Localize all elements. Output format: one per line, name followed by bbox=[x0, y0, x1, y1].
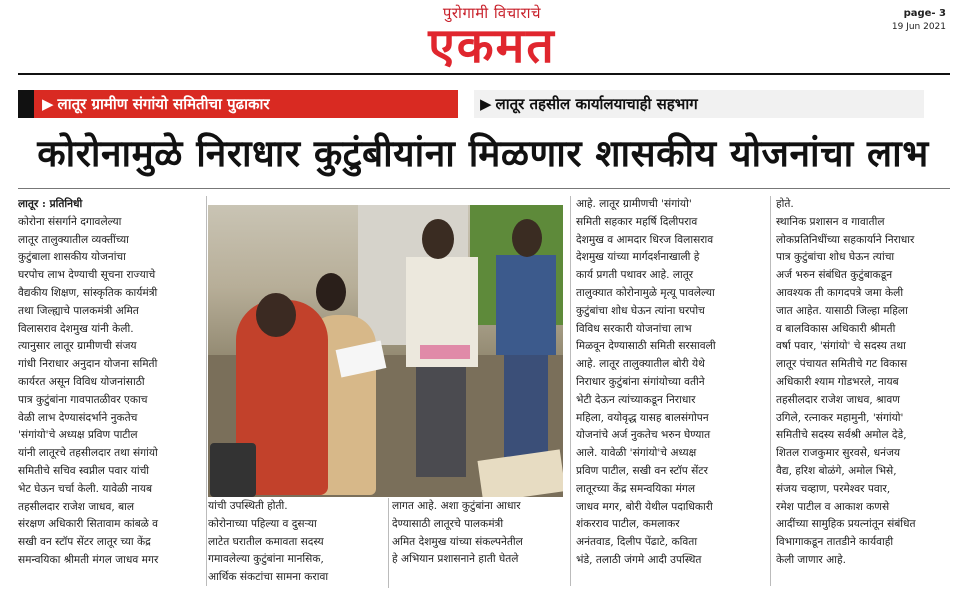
article-line: देशमुख यांच्या मार्गदर्शनाखाली हे bbox=[576, 251, 700, 264]
article-line: तालुक्यात कोरोनामुळे मृत्यू पावलेल्या bbox=[576, 286, 715, 299]
article-line: संरक्षण अधिकारी सितावाम कांबळे व bbox=[18, 518, 159, 531]
article-line: शंकरराव पाटील, कमलाकर bbox=[576, 518, 680, 531]
article-line: लातूर पंचायत समितीचे गट विकास bbox=[776, 358, 908, 371]
kicker-left-text: लातूर ग्रामीण संगांयो समितीचा पुढाकार bbox=[57, 95, 270, 113]
article-line: देण्यासाठी लातूरचे पालकमंत्री bbox=[392, 517, 504, 530]
article-line: देशमुख व आमदार धिरज विलासराव bbox=[576, 233, 714, 246]
article-line: होते. bbox=[776, 198, 794, 210]
article-line: संजय चव्हाण, परमेश्वर पवार, bbox=[776, 482, 891, 495]
column-divider bbox=[206, 196, 207, 586]
article-line: समन्वयिका श्रीमती मंगल जाधव मगर bbox=[18, 553, 159, 566]
article-line: लातूर तालुक्यातील व्यक्तींच्या bbox=[18, 233, 129, 246]
article-line: समितीचे सदस्य सर्वश्री अमोल देडे, bbox=[776, 429, 907, 442]
kicker-right bbox=[474, 90, 924, 118]
article-column-2 bbox=[208, 498, 384, 590]
article-line: आहे. लातूर ग्रामीणची 'संगांयो' bbox=[576, 198, 692, 210]
article-line: कार्य प्रगती पथावर आहे. लातूर bbox=[576, 269, 694, 282]
article-line: आहे. लातूर तालुक्यातील बोरी येथे bbox=[576, 358, 705, 371]
column-2-text bbox=[208, 498, 384, 587]
article-line: महिला, वयोवृद्ध यासह बालसंगोपन bbox=[576, 411, 709, 424]
article-line: भंडे, तलाठी जंगमे आदी उपस्थित bbox=[576, 553, 702, 566]
column-1-text bbox=[18, 214, 202, 570]
article-line: 'संगांयो'चे अध्यक्ष प्रविण पाटील bbox=[18, 429, 138, 442]
column-5-text bbox=[776, 196, 952, 570]
article-column-5 bbox=[776, 196, 952, 588]
article-line: शितल राजकुमार सुरवसे, धनंजय bbox=[776, 447, 901, 460]
article-line: समितीचे सचिव स्वप्नील पवार यांची bbox=[18, 464, 150, 477]
column-divider bbox=[570, 196, 571, 586]
article-line: घरपोच लाभ देण्याची सूचना राज्याचे bbox=[18, 269, 156, 282]
article-line: अधिकारी श्याम गोडभरले, नायब bbox=[776, 375, 899, 388]
article-line: गमावलेल्या कुटुंबांना मानसिक, bbox=[208, 553, 324, 566]
article-line: प्रविण पाटील, सखी वन स्टॉप सेंटर bbox=[576, 464, 708, 477]
column-divider bbox=[770, 196, 771, 586]
article-line: जात आहेत. यासाठी जिल्हा महिला bbox=[776, 304, 908, 317]
kicker-left bbox=[34, 90, 458, 118]
article-line: पात्र कुटुंबांना गावपातळीवर एकाच bbox=[18, 393, 148, 406]
top-rule bbox=[18, 73, 950, 75]
masthead-logo: एकमत bbox=[428, 18, 556, 74]
article-line: विभागाकडून तातडीने कार्यवाही bbox=[776, 536, 894, 549]
news-photo bbox=[208, 205, 563, 497]
article-line: अर्ज भरुन संबंधित कुटुंबाकडून bbox=[776, 269, 893, 282]
column-4-text bbox=[576, 196, 758, 570]
article-line: तथा जिल्ह्याचे पालकमंत्री अमित bbox=[18, 304, 139, 317]
byline: लातूर : प्रतिनिधी bbox=[18, 198, 83, 210]
article-column-4 bbox=[576, 196, 758, 588]
triangle-icon: ▶ bbox=[42, 95, 54, 113]
article-line: सखी वन स्टॉप सेंटर लातूर च्या केंद्र bbox=[18, 536, 151, 549]
article-column-3 bbox=[392, 498, 564, 590]
page-number: page- 3 bbox=[903, 8, 946, 19]
article-line: उगिले, रत्नाकर महामुनी, 'संगांयो' bbox=[776, 411, 904, 424]
article-line: समिती सहकार महर्षि दिलीपराव bbox=[576, 215, 698, 228]
article-line: लागत आहे. अशा कुटुंबांना आधार bbox=[392, 500, 521, 512]
article-line: योजनांचे अर्ज नुकतेच भरुन घेण्यात bbox=[576, 429, 711, 442]
headline: कोरोनामुळे निराधार कुटुंबीयांना मिळणार शासकीय योजनांचा लाभ bbox=[37, 132, 929, 175]
article-line: तहसीलदार राजेश जाधव, श्रावण bbox=[776, 393, 900, 406]
kicker-right-text: लातूर तहसील कार्यालयाचाही सहभाग bbox=[495, 95, 698, 113]
article-line: आदींच्या सामुहिक प्रयत्नांतून संबंधित bbox=[776, 518, 916, 531]
article-line: वर्षा पवार, 'संगांयो' चे सदस्य तथा bbox=[776, 340, 906, 353]
article-line: जाधव मगर, बोरी येथील पदाधिकारी bbox=[576, 500, 713, 513]
article-line: त्यानुसार लातूर ग्रामीणची संजय bbox=[18, 340, 137, 353]
article-line: विलासराव देशमुख यांनी केली. bbox=[18, 322, 134, 335]
column-3-text bbox=[392, 498, 564, 569]
article-line: तहसीलदार राजेश जाधव, बाल bbox=[18, 500, 135, 513]
article-line: कुटुंबांचा शोध घेऊन त्यांना घरपोच bbox=[576, 304, 705, 317]
page-date: 19 Jun 2021 bbox=[891, 22, 946, 32]
article-line: भेट घेऊन चर्चा केली. यावेळी नायब bbox=[18, 482, 153, 495]
article-line: वेळी लाभ देण्यासंदर्भाने नुकतेच bbox=[18, 411, 138, 424]
article-line: कुटुंबाला शासकीय योजनांचा bbox=[18, 251, 126, 264]
article-line: मिळवून देण्यासाठी समिती सरसावली bbox=[576, 340, 716, 353]
article-line: कार्यरत असून विविध योजनांसाठी bbox=[18, 375, 145, 388]
article-line: लोकप्रतिनिधींच्या सहकार्याने निराधार bbox=[776, 233, 915, 246]
article-line: आर्थिक संकटांचा सामना करावा bbox=[208, 571, 329, 584]
article-line: कोरोना संसर्गाने दगावलेल्या bbox=[18, 215, 122, 228]
article-line: यांनी लातूरचे तहसीलदार तथा संगांयो bbox=[18, 447, 158, 460]
article-line: कोरोनाच्या पहिल्या व दुसऱ्या bbox=[208, 517, 317, 530]
article-line: भेटी देऊन त्यांच्याकडून निराधार bbox=[576, 393, 696, 406]
article-line: गांधी निराधार अनुदान योजना समिती bbox=[18, 358, 158, 371]
article-line: रमेश पाटील व आकाश कणसे bbox=[776, 500, 890, 513]
article-line: पात्र कुटुंबांचा शोध घेऊन त्यांचा bbox=[776, 251, 895, 264]
article-line: यांची उपस्थिती होती. bbox=[208, 500, 288, 512]
article-line: वैद्य, हरिश बोळंगे, अमोल भिसे, bbox=[776, 464, 897, 477]
article-line: निराधार कुटुंबांना संगांयोच्या वतीने bbox=[576, 375, 705, 388]
article-line: लातूरच्या केंद्र समन्वयिका मंगल bbox=[576, 482, 696, 495]
masthead-tagline: पुरोगामी विचाराचे bbox=[442, 4, 542, 22]
kicker-left-marker bbox=[18, 90, 34, 118]
article-line: केली जाणार आहे. bbox=[776, 553, 846, 566]
article-line: हे अभियान प्रशासनाने हाती घेतले bbox=[392, 553, 519, 566]
article-line: वैद्यकीय शिक्षण, सांस्कृतिक कार्यमंत्री bbox=[18, 286, 158, 299]
triangle-icon: ▶ bbox=[480, 95, 492, 113]
article-line: अमित देशमुख यांच्या संकल्पनेतील bbox=[392, 535, 523, 548]
article-line: विविध सरकारी योजनांचा लाभ bbox=[576, 322, 692, 335]
article-line: आवश्यक ती कागदपत्रे जमा केली bbox=[776, 286, 904, 299]
article-line: स्थानिक प्रशासन व गावातील bbox=[776, 215, 885, 228]
article-line: आले. यावेळी 'संगांयो'चे अध्यक्ष bbox=[576, 447, 697, 460]
article-column-1 bbox=[18, 196, 202, 588]
article-line: लाटेत घरातील कमावता सदस्य bbox=[208, 535, 324, 548]
column-divider bbox=[388, 498, 389, 588]
headline-rule bbox=[18, 188, 950, 189]
article-line: अनंतवाड, दिलीप पेंढाटे, कविता bbox=[576, 536, 698, 549]
article-line: व बालविकास अधिकारी श्रीमती bbox=[776, 322, 896, 335]
